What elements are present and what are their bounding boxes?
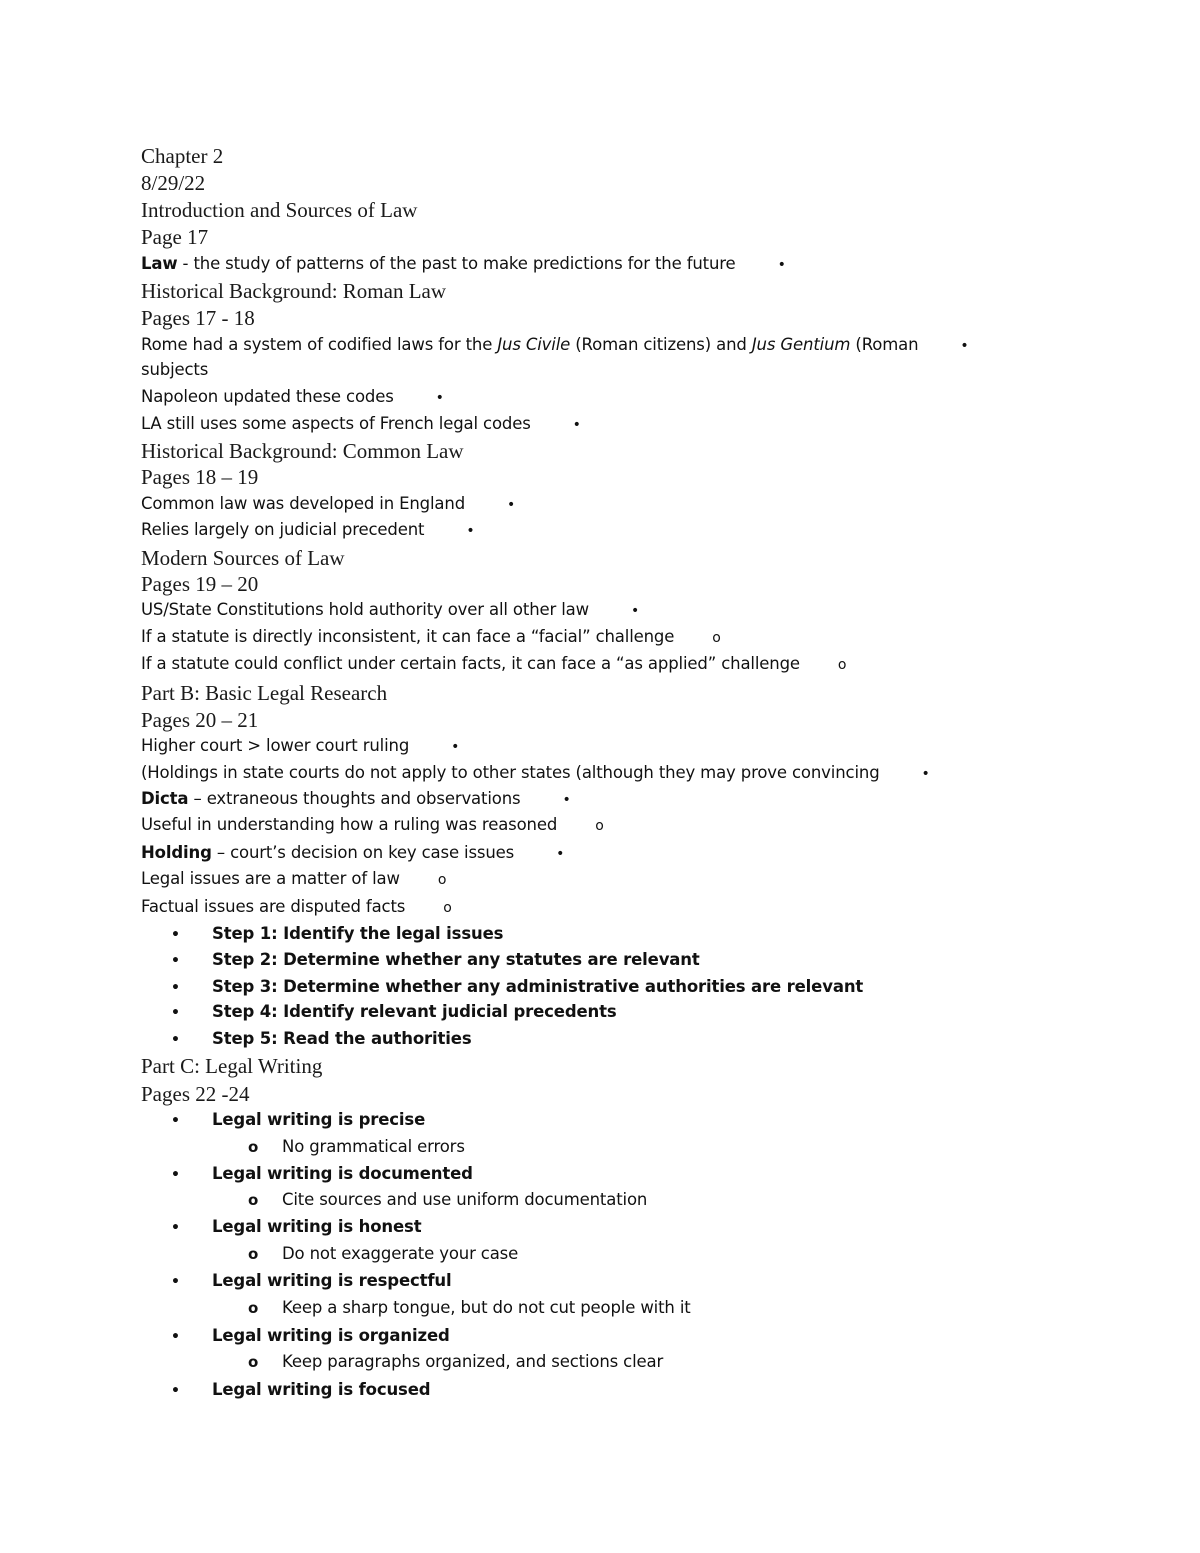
- holding-term: Holding: [141, 843, 212, 862]
- page-ref-heading: Page 17: [141, 225, 209, 249]
- legal-issues-line: Legal issues are a matter of law o: [141, 868, 446, 891]
- sub-list-item: o Do not exaggerate your case: [248, 1244, 519, 1263]
- part-b-heading: Part B: Basic Legal Research: [141, 681, 388, 705]
- circle-bullet-icon: o: [248, 1353, 259, 1371]
- constitutions-line: US/State Constitutions hold authority over all other law •: [141, 599, 639, 622]
- circle-bullet-icon: o: [437, 872, 447, 888]
- circle-bullet-icon: o: [595, 818, 604, 834]
- circle-bullet-icon: o: [248, 1245, 259, 1263]
- bullet-icon: •: [451, 739, 460, 755]
- dicta-line: Dicta – extraneous thoughts and observations •: [141, 788, 571, 811]
- holding-line: Holding – court’s decision on key case issues •: [141, 842, 564, 865]
- pages-18-19-heading: Pages 18 – 19: [141, 465, 259, 489]
- circle-bullet-icon: o: [712, 630, 721, 646]
- intro-heading: Introduction and Sources of Law: [141, 198, 418, 222]
- list-item: • Step 1: Identify the legal issues: [171, 923, 503, 946]
- list-item: • Legal writing is documented: [171, 1163, 473, 1186]
- list-item: • Legal writing is precise: [171, 1109, 425, 1132]
- bullet-icon: •: [171, 1113, 180, 1129]
- bullet-icon: •: [572, 417, 581, 433]
- as-applied-challenge-line: If a statute could conflict under certain facts, it can face a “as applied” challenge o: [141, 653, 846, 676]
- state-holdings-line: (Holdings in state courts do not apply to other states (although they may prove convincing •: [141, 762, 930, 785]
- judicial-precedent-line: Relies largely on judicial precedent •: [141, 519, 474, 542]
- pages-22-24-heading: Pages 22 -24: [141, 1082, 250, 1106]
- pages-20-21-heading: Pages 20 – 21: [141, 708, 259, 732]
- bullet-icon: •: [171, 980, 180, 996]
- louisiana-line: LA still uses some aspects of French legal codes •: [141, 413, 581, 436]
- dicta-term: Dicta: [141, 789, 189, 808]
- bullet-icon: •: [171, 1220, 180, 1236]
- circle-bullet-icon: o: [248, 1299, 259, 1317]
- roman-law-heading: Historical Background: Roman Law: [141, 279, 447, 303]
- bullet-icon: •: [921, 766, 930, 782]
- jus-gentium: Jus Gentium: [751, 335, 851, 354]
- circle-bullet-icon: o: [443, 900, 452, 916]
- bullet-icon: •: [171, 1274, 180, 1290]
- bullet-icon: •: [960, 338, 969, 354]
- rome-codes-line-continued: subjects: [141, 360, 209, 379]
- bullet-icon: •: [562, 792, 571, 808]
- bullet-icon: •: [171, 953, 180, 969]
- chapter-heading: Chapter 2: [141, 144, 224, 168]
- bullet-icon: •: [171, 1032, 180, 1048]
- rome-codes-line: Rome had a system of codified laws for the Jus Civile (Roman citizens) and Jus Gentium (Roman •: [141, 334, 969, 357]
- bullet-icon: •: [171, 1383, 180, 1399]
- law-definition-line: [141, 253, 786, 276]
- list-item: • Legal writing is respectful: [171, 1270, 452, 1293]
- sub-list-item: o Keep paragraphs organized, and sections clear: [248, 1352, 664, 1371]
- list-item: • Step 4: Identify relevant judicial precedents: [171, 1001, 617, 1024]
- napoleon-line: Napoleon updated these codes •: [141, 386, 444, 409]
- bullet-icon: •: [171, 1167, 180, 1183]
- bullet-icon: •: [466, 523, 475, 539]
- circle-bullet-icon: o: [248, 1138, 259, 1156]
- bullet-icon: •: [777, 257, 786, 273]
- date-heading: 8/29/22: [141, 171, 206, 195]
- list-item: • Step 3: Determine whether any administrative authorities are relevant: [171, 976, 863, 999]
- dicta-usefulness-line: Useful in understanding how a ruling was reasoned o: [141, 814, 604, 837]
- facial-challenge-line: If a statute is directly inconsistent, it can face a “facial” challenge o: [141, 626, 721, 649]
- list-item: • Step 5: Read the authorities: [171, 1028, 472, 1051]
- bullet-icon: •: [630, 603, 640, 619]
- list-item: • Step 2: Determine whether any statutes are relevant: [171, 949, 700, 972]
- common-law-england-line: Common law was developed in England •: [141, 493, 515, 516]
- circle-bullet-icon: o: [248, 1191, 259, 1209]
- circle-bullet-icon: o: [837, 657, 847, 673]
- part-c-heading: Part C: Legal Writing: [141, 1054, 323, 1078]
- bullet-icon: •: [171, 1005, 180, 1021]
- bullet-icon: •: [556, 846, 565, 862]
- bullet-icon: •: [507, 497, 516, 513]
- sub-list-item: o No grammatical errors: [248, 1137, 465, 1156]
- jus-civile: Jus Civile: [497, 335, 571, 354]
- list-item: • Legal writing is organized: [171, 1325, 450, 1348]
- bullet-icon: •: [435, 390, 444, 406]
- sub-list-item: o Cite sources and use uniform documentation: [248, 1190, 648, 1209]
- pages-17-18-heading: Pages 17 - 18: [141, 306, 255, 330]
- higher-court-line: Higher court > lower court ruling •: [141, 735, 459, 758]
- law-term: Law: [141, 254, 178, 273]
- modern-sources-heading: Modern Sources of Law: [141, 546, 345, 570]
- common-law-heading: Historical Background: Common Law: [141, 439, 464, 463]
- pages-19-20-heading: Pages 19 – 20: [141, 572, 259, 596]
- sub-list-item: o Keep a sharp tongue, but do not cut people with it: [248, 1298, 691, 1317]
- law-definition: - the study of patterns of the past to make predictions for the future: [177, 254, 736, 273]
- list-item: • Legal writing is honest: [171, 1216, 421, 1239]
- bullet-icon: •: [171, 927, 180, 943]
- list-item: • Legal writing is focused: [171, 1379, 430, 1402]
- factual-issues-line: Factual issues are disputed facts o: [141, 896, 452, 919]
- bullet-icon: •: [171, 1329, 180, 1345]
